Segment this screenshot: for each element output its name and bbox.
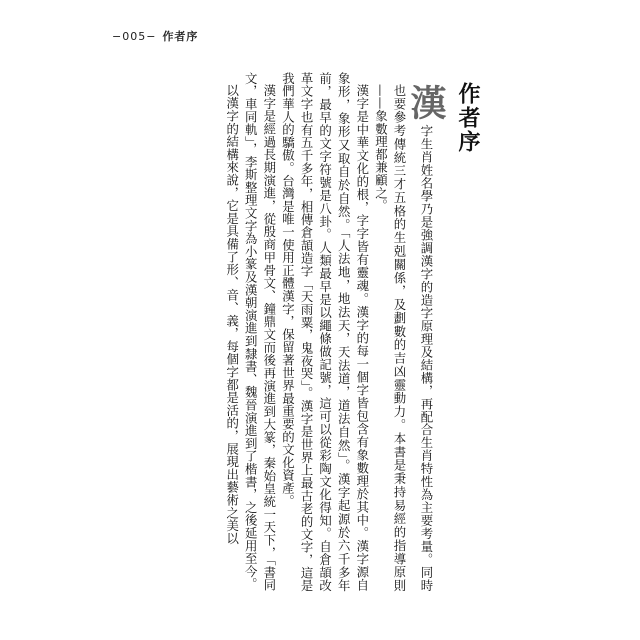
paragraph-2: 漢字是中華文化的根，字字皆有靈魂。漢字的每一個字皆包含有象數理於其中。漢字源自象形，象形又取自於自然。「人法地，地法天，天法道，道法自然」。漢字起源於六千多年前，最早的文字符號是八卦。人類最早是以繩條做記號，這可以從彩陶文化得知。自倉頡改革文字也有五千多年，相傳倉頡造字「天雨粟，鬼夜哭」。漢字是世界上最古老的文字，這是我們華人的驕傲。台灣是唯一使用正體漢字，保留著世界最重要的文化資產。 [280,72,370,592]
body-text [128,72,447,592]
running-title: 作者序 [162,30,199,43]
paragraph-4: 以漢字的結構來說，它是具備了形、音、義，每個字都是活的，展現出藝術之美以 [224,84,240,546]
paragraph-3: 漢字是經過長期演進，從殷商甲骨文、鐘鼎文而後再演進到大篆，秦始皇統一天下，「書同文，車同軌」，李斯整理文字為小篆及漢朝演進到隸書、魏晉演進到了楷書，之後延用至今。 [243,72,277,592]
running-header [112,28,198,44]
drop-cap: 漢 [405,84,447,121]
page-number: −005− [112,30,157,43]
chapter-title: 作者序 [455,82,481,154]
paragraph-1-text: 字生肖姓名學乃是強調漢字的造字原理及結構，再配合生肖特性為主要考量。同時也要參考傳統三才五格的生剋關係，及劃數的吉凶靈動力。本書是秉持易經的指導原則——象數理都兼顧之。 [373,84,434,592]
paragraph-1 [371,84,447,592]
